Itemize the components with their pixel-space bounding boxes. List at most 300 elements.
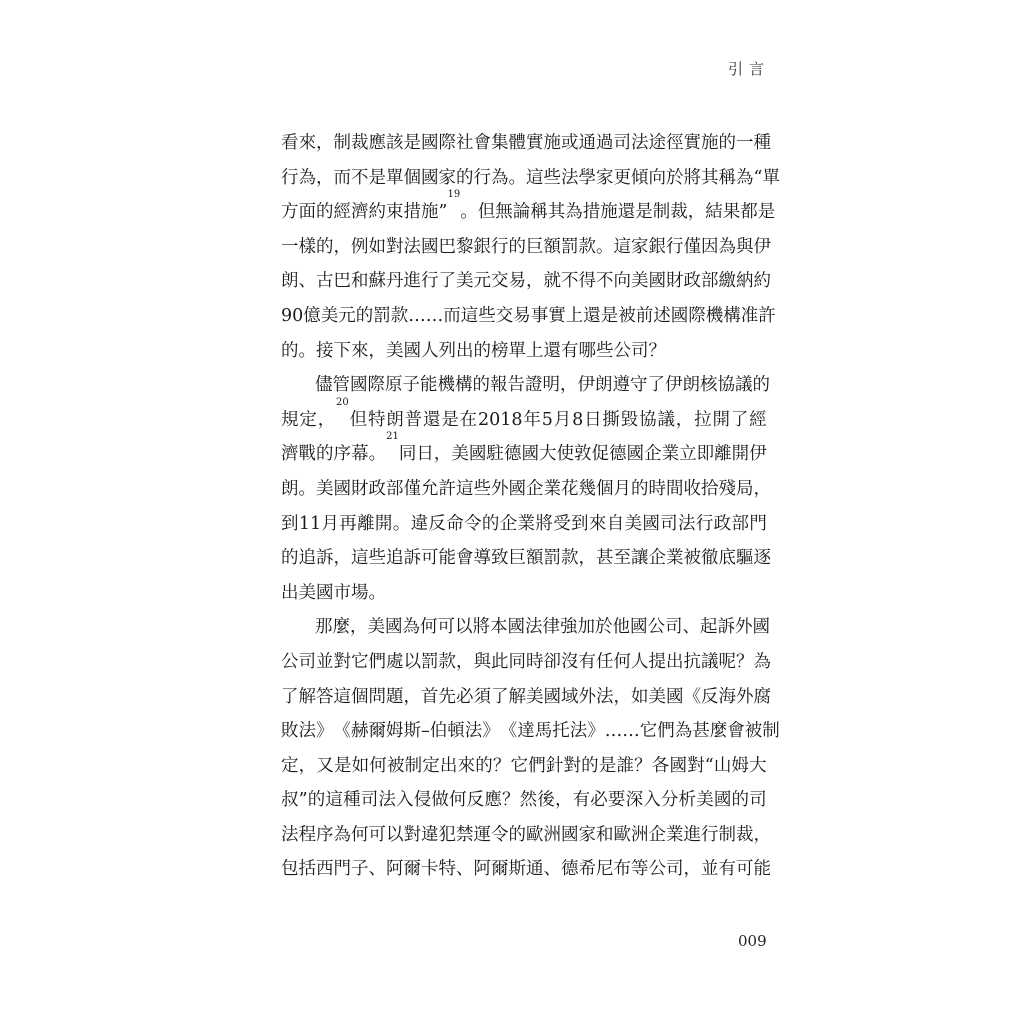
text-char: 施 [543, 133, 561, 153]
text-char: 過 [596, 133, 614, 153]
text-char: 款 [438, 651, 456, 672]
text-char: 銀 [473, 236, 491, 257]
text-char: 公 [613, 340, 631, 361]
text-char: ， [578, 548, 596, 569]
text-char: 犯 [438, 824, 456, 845]
text-char: 國 [752, 617, 770, 638]
text-char: 施 [600, 202, 618, 223]
text-line [281, 472, 771, 507]
text-char: 們 [657, 721, 675, 742]
text-char: 約 [368, 202, 386, 223]
text-char: 門 [333, 859, 351, 880]
text-char: 法 [678, 513, 696, 534]
text-char: 法 [298, 721, 316, 742]
text-char: 深 [625, 790, 644, 811]
text-char: 叔 [281, 790, 299, 811]
text-char: 接 [316, 340, 334, 361]
text-char: 解 [508, 686, 526, 707]
text-char: 入 [643, 790, 661, 811]
text-char: 是 [368, 167, 386, 188]
text-char: 伊 [753, 236, 771, 257]
text-char: 的 [508, 236, 526, 257]
text-char: 斯 [508, 859, 526, 880]
text-char: 月 [321, 513, 339, 534]
text-line [281, 396, 767, 438]
text-char: 國 [508, 478, 526, 499]
text-char: 的 [481, 513, 500, 534]
text-char: 定 [422, 755, 440, 776]
text-char: 腐 [753, 686, 771, 707]
text-char: 部 [731, 513, 749, 534]
text-char: ， [316, 167, 334, 188]
text-line [281, 852, 771, 887]
text-char: 被 [744, 721, 763, 742]
text-char: 述 [653, 305, 671, 326]
text-char: 裁 [670, 202, 688, 223]
text-char: 了 [730, 409, 749, 430]
text-char: 有 [718, 859, 736, 880]
text-char: 敦 [574, 444, 592, 465]
text-char: 它 [639, 721, 658, 742]
text-char: 赫 [351, 721, 369, 742]
text-char: 人 [631, 651, 649, 672]
text-char: 行 [701, 824, 719, 845]
text-char: 政 [683, 271, 701, 292]
text-line [281, 714, 780, 749]
text-char: 他 [612, 617, 630, 638]
text-char: ， [753, 478, 771, 499]
text-char: 構 [455, 375, 473, 396]
text-char: 還 [543, 340, 561, 361]
text-line [281, 507, 767, 542]
text-char: 國 [507, 617, 525, 638]
text-char: 應 [484, 790, 502, 811]
text-char: 戰 [298, 444, 317, 465]
text-char: 將 [683, 167, 701, 188]
text-char: 場 [351, 582, 369, 603]
text-char: 銀 [648, 236, 666, 257]
text-char: 特 [367, 409, 386, 430]
text-char: 、 [368, 859, 386, 880]
text-line [281, 264, 771, 299]
text-char: 致 [491, 548, 509, 569]
text-char: 可 [736, 859, 754, 880]
text-char: 國 [642, 513, 660, 534]
text-char: 年 [523, 409, 541, 430]
text-char: 做 [431, 790, 449, 811]
text-char: 稱 [530, 202, 548, 223]
text-char: 的 [718, 133, 736, 153]
text-char: 國 [333, 478, 351, 499]
text-char: 易 [508, 271, 526, 292]
text-char: “ [753, 167, 763, 188]
text-char: 國 [670, 305, 689, 326]
text-char: 追 [298, 548, 316, 569]
text-char: 不 [351, 167, 369, 188]
text-char: 的 [731, 790, 750, 811]
text-char: 序 [316, 824, 334, 845]
text-char: 時 [526, 651, 544, 672]
text-char: 布 [613, 859, 631, 880]
text-char: 幕 [351, 444, 369, 465]
text-char: 但 [349, 409, 368, 430]
text-char: 列 [438, 340, 456, 361]
text-char: 馬 [534, 721, 553, 742]
text-char: 規 [281, 409, 299, 430]
text-char: 企 [644, 444, 662, 465]
text-char: 協 [717, 375, 735, 396]
text-char: 構 [723, 305, 741, 326]
text-char: 通 [526, 859, 544, 880]
text-char: 離 [714, 444, 732, 465]
text-char: 的 [752, 375, 770, 396]
text-char: 的 [316, 202, 334, 223]
text-char: 西 [316, 859, 334, 880]
text-char: 的 [355, 305, 374, 326]
text-char: 的 [631, 478, 649, 499]
text-char: 國 [421, 133, 439, 153]
text-char: 單 [508, 340, 526, 361]
text-char: 針 [545, 755, 564, 776]
text-char: 單 [762, 167, 780, 188]
text-char: 。 [460, 202, 478, 223]
text-char: ， [317, 409, 336, 430]
text-char: 開 [712, 409, 730, 430]
text-char: 開 [731, 444, 750, 465]
text-char: 如 [351, 755, 370, 776]
text-char: … [604, 721, 623, 742]
text-char: 朗 [595, 375, 613, 396]
text-char: 阿 [386, 859, 404, 880]
text-char: 制 [762, 721, 780, 742]
text-char: 何 [420, 617, 438, 638]
text-char: 易 [513, 305, 531, 326]
text-char: 同 [508, 651, 526, 672]
text-char: 司 [613, 133, 631, 153]
text-char: 域 [561, 686, 579, 707]
text-char: 的 [581, 755, 599, 776]
text-char: 分 [660, 790, 679, 811]
text-char: 際 [367, 375, 385, 396]
text-char: 通 [578, 133, 596, 153]
text-char: 元 [338, 305, 356, 326]
text-char: 驅 [736, 548, 754, 569]
text-line [281, 126, 771, 161]
text-char: 、 [543, 859, 561, 880]
text-char: 罰 [561, 236, 579, 257]
text-char: 一 [281, 236, 299, 257]
text-char: 的 [316, 444, 334, 465]
text-char: 的 [472, 375, 490, 396]
text-char: 甚 [692, 721, 710, 742]
text-char: 後 [537, 790, 555, 811]
text-char: 市 [333, 582, 351, 603]
text-char: 違 [410, 513, 429, 534]
text-char: 為 [402, 617, 420, 638]
text-char: 如 [631, 686, 649, 707]
text-char: 還 [583, 305, 601, 326]
text-char: 。 [298, 340, 316, 361]
text-char: 朗 [281, 478, 299, 499]
text-char: 。 [508, 167, 526, 188]
text-char: 樣 [298, 236, 316, 257]
text-char: 使 [556, 444, 574, 465]
text-char: 實 [526, 133, 544, 153]
text-char: 海 [718, 686, 736, 707]
text-char: 將 [535, 513, 553, 534]
text-char: 、 [682, 617, 700, 638]
text-char: 社 [456, 133, 474, 153]
text-char: 美 [316, 478, 334, 499]
text-char: 呢 [718, 651, 736, 672]
text-line [281, 230, 771, 265]
text-char: 間 [666, 478, 684, 499]
text-char: 丹 [386, 271, 404, 292]
text-char: 而 [443, 305, 461, 326]
text-char: 毀 [620, 409, 639, 430]
text-char: ？ [648, 340, 666, 361]
text-char: 一 [736, 133, 754, 153]
text-char: 爾 [403, 859, 421, 880]
text-char: 古 [316, 271, 334, 292]
text-char: 對 [687, 755, 705, 776]
text-char: 麼 [332, 617, 350, 638]
text-char: 日 [584, 409, 602, 430]
text-char: 制 [404, 755, 423, 776]
text-char: 個 [403, 167, 421, 188]
text-char: 為 [491, 167, 509, 188]
text-char: 《 [499, 721, 518, 742]
text-char: 納 [736, 271, 754, 292]
text-char: 個 [596, 478, 614, 499]
text-char: 元 [473, 271, 491, 292]
text-char: 為 [333, 824, 351, 845]
text-char: 政 [368, 478, 386, 499]
text-char: 是 [441, 409, 459, 430]
text-char: 讓 [631, 548, 649, 569]
text-char: 罰 [543, 548, 561, 569]
text-char: 令 [491, 824, 509, 845]
text-char: 管 [332, 375, 350, 396]
text-char: 了 [491, 686, 509, 707]
text-char: ？ [634, 755, 652, 776]
text-line [281, 576, 767, 611]
text-char: 機 [437, 375, 455, 396]
text-char: ， [683, 859, 701, 880]
text-char: 何 [369, 755, 387, 776]
text-char: 以 [386, 824, 404, 845]
text-char: 能 [420, 375, 438, 396]
text-char: 駐 [486, 444, 504, 465]
text-char: 何 [449, 790, 467, 811]
text-char: 款 [561, 548, 579, 569]
text-char: 的 [281, 548, 299, 569]
text-char: 11 [298, 513, 322, 534]
text-char: 應 [368, 133, 386, 153]
text-char: 並 [701, 859, 719, 880]
text-char: 令 [464, 513, 482, 534]
text-line [281, 334, 767, 369]
text-char: 希 [578, 859, 596, 880]
text-char: 經 [333, 202, 351, 223]
text-char: 准 [740, 305, 759, 326]
text-char: 伊 [749, 444, 767, 465]
text-char: ， [298, 755, 317, 776]
text-char: 有 [578, 651, 596, 672]
text-char: 國 [543, 686, 561, 707]
text-char: 爾 [491, 859, 509, 880]
text-char: 如 [368, 236, 386, 257]
text-char: 尼 [596, 859, 614, 880]
text-char: 來 [457, 755, 476, 776]
text-char: ， [403, 686, 421, 707]
text-char: ， [613, 686, 631, 707]
text-char: 還 [617, 202, 636, 223]
text-char: 美 [526, 686, 544, 707]
text-char: 業 [543, 478, 561, 499]
text-char: 受 [553, 513, 571, 534]
text-char: 事 [530, 305, 549, 326]
text-char: 。 [368, 444, 387, 465]
text-char: 會 [727, 721, 745, 742]
text-char: 款 [390, 305, 409, 326]
text-char: 能 [753, 859, 771, 880]
text-char: 政 [713, 513, 732, 534]
text-char: 交 [491, 271, 509, 292]
text-char: 企 [499, 513, 518, 534]
text-char: 。 [298, 478, 316, 499]
text-char: 美 [451, 444, 469, 465]
text-char: 提 [648, 651, 666, 672]
text-char: 億 [303, 305, 321, 326]
text-char: 等 [631, 859, 649, 880]
text-char: 財 [351, 478, 369, 499]
text-char: 其 [701, 167, 719, 188]
text-char: 巨 [508, 548, 526, 569]
text-char: 離 [357, 513, 375, 534]
text-char: 侵 [413, 790, 432, 811]
text-char: 報 [490, 375, 508, 396]
text-char: 的 [307, 790, 326, 811]
text-char: 加 [577, 617, 595, 638]
text-char: 抗 [683, 651, 701, 672]
text-char: 到 [571, 513, 589, 534]
text-char: 析 [678, 790, 697, 811]
text-char: 5 [541, 409, 553, 430]
text-char: 是 [403, 133, 421, 153]
text-char: 與 [736, 236, 754, 257]
text-char: 徑 [666, 133, 684, 153]
text-char: 導 [473, 548, 491, 569]
text-char: 姆 [386, 721, 404, 742]
text-char: 以 [455, 617, 473, 638]
text-char: 、 [456, 859, 474, 880]
text-char: 議 [657, 409, 675, 430]
text-char: 司 [660, 513, 678, 534]
text-char: ， [333, 236, 351, 257]
text-char: 德 [609, 444, 627, 465]
text-char: 以 [403, 651, 421, 672]
text-char: ？ [492, 755, 511, 776]
text-char: 誰 [616, 755, 634, 776]
text-char: 國 [561, 824, 579, 845]
text-char: 同 [398, 444, 417, 465]
text-char: 遵 [612, 375, 630, 396]
text-char: 果 [722, 202, 741, 223]
text-char: 向 [648, 167, 666, 188]
text-char: 這 [333, 686, 351, 707]
text-char: 公 [281, 651, 299, 672]
text-char: 允 [421, 478, 439, 499]
text-char: 都 [740, 202, 758, 223]
text-char: 美 [648, 686, 666, 707]
text-char: 些 [543, 167, 561, 188]
text-char: 國 [666, 686, 684, 707]
text-char: 殘 [718, 478, 736, 499]
text-char: ， [368, 340, 386, 361]
text-char: ， [526, 271, 544, 292]
text-char: 公 [647, 617, 665, 638]
text-char: 國 [521, 444, 539, 465]
text-char: 國 [669, 755, 687, 776]
text-char: ， [433, 444, 452, 465]
text-char: 達 [517, 721, 535, 742]
text-char: 定 [299, 409, 317, 430]
text-line [281, 431, 767, 472]
text-char: 際 [688, 305, 706, 326]
text-char: 約 [753, 271, 771, 292]
text-char: 於 [666, 167, 684, 188]
text-char: 法 [525, 617, 543, 638]
text-char: 《 [333, 721, 351, 742]
text-char: 些 [368, 548, 386, 569]
text-char: 國 [630, 617, 648, 638]
text-char: 額 [543, 236, 561, 257]
text-char: ， [554, 790, 573, 811]
text-char: 例 [351, 236, 369, 257]
text-char: 美 [298, 582, 316, 603]
text-char: 行 [421, 271, 439, 292]
text-char: 收 [683, 478, 701, 499]
text-char: 子 [351, 859, 369, 880]
text-char: 訴 [403, 548, 421, 569]
text-char: 歐 [526, 824, 544, 845]
text-char: 花 [561, 478, 579, 499]
text-char: 許 [438, 478, 456, 499]
text-char: 國 [648, 271, 666, 292]
text-char: 這 [613, 236, 631, 257]
text-char: ， [675, 409, 694, 430]
text-char: 們 [528, 755, 546, 776]
body-text [281, 126, 780, 887]
text-char: 施 [421, 202, 439, 223]
text-char: 國 [403, 340, 421, 361]
text-char: 行 [695, 513, 714, 534]
text-char: 了 [647, 375, 665, 396]
text-char: 法 [378, 790, 396, 811]
text-char: 違 [421, 824, 439, 845]
text-char: 8 [572, 409, 584, 430]
footnote-ref: 19 [447, 189, 461, 201]
text-char: 國 [385, 617, 403, 638]
text-char: 反 [428, 513, 446, 534]
text-char: 甚 [596, 548, 614, 569]
text-char: 單 [386, 167, 404, 188]
text-char: 2018 [478, 409, 523, 430]
page-number: 009 [738, 932, 767, 950]
text-char: 為 [298, 167, 316, 188]
text-char: 束 [386, 202, 404, 223]
